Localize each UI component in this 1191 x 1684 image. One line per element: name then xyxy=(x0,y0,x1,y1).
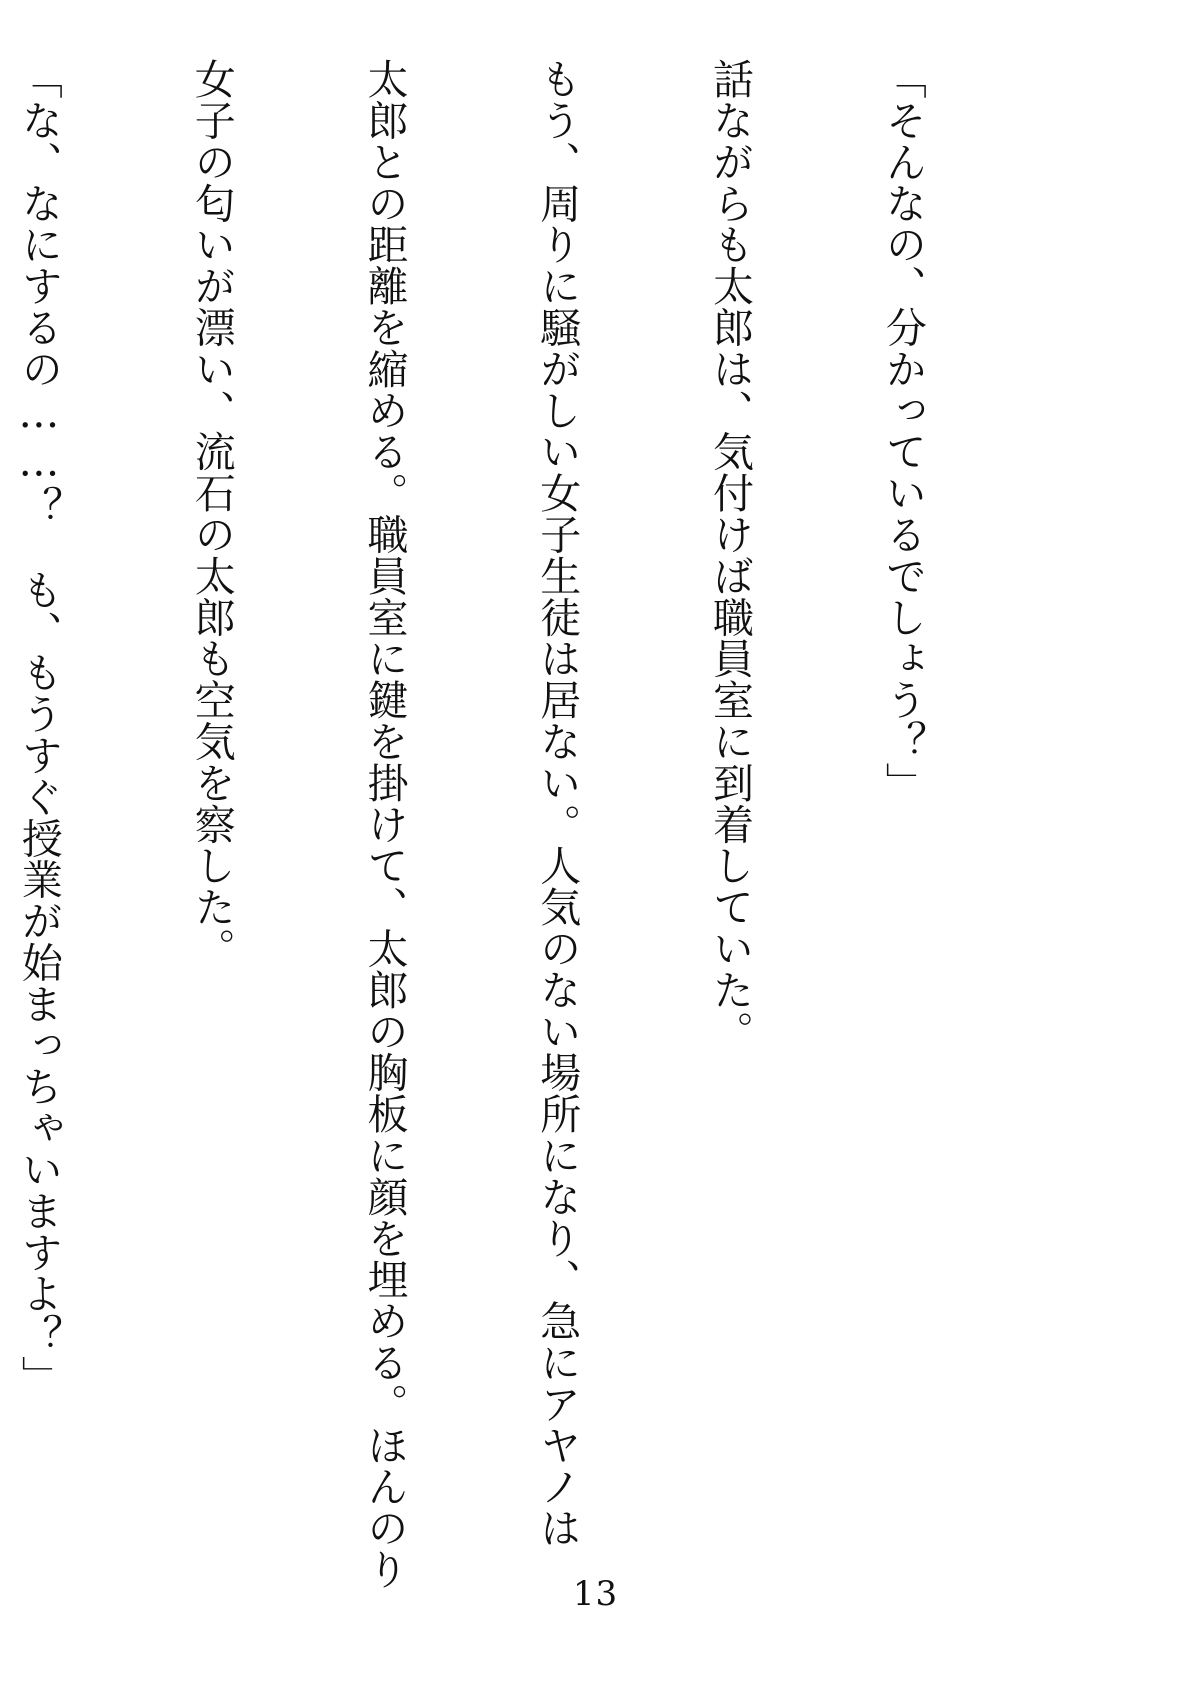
vertical-text-body xyxy=(14,58,1046,1590)
text-line: 「そんなの、分かっているでしょう？」 xyxy=(878,58,927,804)
text-line: 女子の匂いが漂い、流石の太郎も空気を察した。 xyxy=(187,58,236,969)
text-line: 話ながらも太郎は、気付けば職員室に到着していた。 xyxy=(706,58,755,1052)
page-number: 13 xyxy=(572,1574,619,1614)
text-line: 太郎との距離を縮める。職員室に鍵を掛けて、太郎の胸板に顔を埋める。ほんのり xyxy=(360,58,409,1590)
text-line: もう、周りに騒がしい女子生徒は居ない。人気のない場所になり、急にアヤノは xyxy=(533,58,582,1549)
text-line: 「な、なにするの……？ も、もうすぐ授業が始まっちゃいますよ？」 xyxy=(14,58,63,1397)
